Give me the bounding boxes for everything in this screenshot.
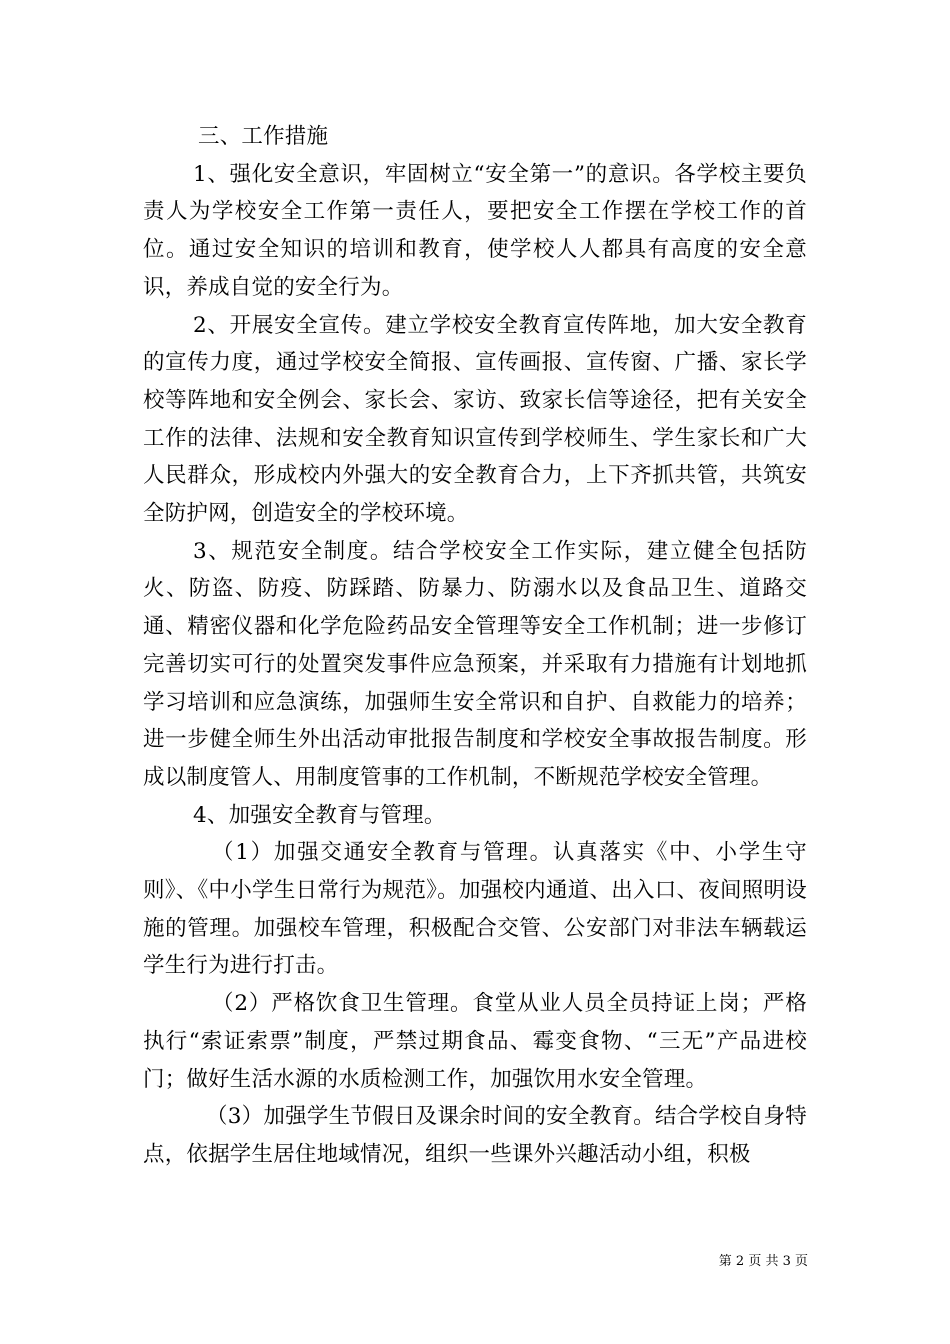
paragraph-measure-2: 2、开展安全宣传。建立学校安全教育宣传阵地，加大安全教育的宣传力度，通过学校安全简报、宣传画报、宣传窗、广播、家长学校等阵地和安全例会、家长会、家访、致家长信等途径，把有关安全工作的法律、法规和安全教育知识宣传到学校师生、学生家长和广大人民群众，形成校内外强大的安全教育合力，上下齐抓共管，共筑安全防护网，创造安全的学校环境。	[143, 312, 807, 527]
paragraph-sub-2: （2）严格饮食卫生管理。食堂从业人员全员持证上岗；严格执行“索证索票”制度，严禁过期食品、霉变食物、“三无”产品进校门；做好生活水源的水质检测工作，加强饮用水安全管理。	[143, 991, 807, 1092]
section-heading: 三、工作措施	[198, 124, 329, 149]
paragraph-sub-1: （1）加强交通安全教育与管理。认真落实《中、小学生守则》、《中小学生日常行为规范》。加强校内通道、出入口、夜间照明设施的管理。加强校车管理，积极配合交管、公安部门对非法车辆载运学生行为进行打击。	[143, 840, 807, 979]
document-body	[143, 118, 807, 1174]
page-number-footer: 第 2 页 共 3 页	[718, 1254, 808, 1269]
paragraph-measure-1: 1、强化安全意识，牢固树立“安全第一”的意识。各学校主要负责人为学校安全工作第一责任人，要把安全工作摆在学校工作的首位。通过安全知识的培训和教育，使学校人人都具有高度的安全意识，养成自觉的安全行为。	[143, 161, 807, 300]
paragraph-sub-3: （3）加强学生节假日及课余时间的安全教育。结合学校自身特点，依据学生居住地域情况，组织一些课外兴趣活动小组，积极	[143, 1104, 807, 1167]
paragraph-measure-4: 4、加强安全教育与管理。	[193, 802, 446, 828]
paragraph-measure-3: 3、规范安全制度。结合学校安全工作实际，建立健全包括防火、防盗、防疫、防踩踏、防暴力、防溺水以及食品卫生、道路交通、精密仪器和化学危险药品安全管理等安全工作机制；进一步修订完善切实可行的处置突发事件应急预案，并采取有力措施有计划地抓学习培训和应急演练，加强师生安全常识和自护、自救能力的培养；进一步健全师生外出活动审批报告制度和学校安全事故报告制度。形成以制度管人、用制度管事的工作机制，不断规范学校安全管理。	[143, 538, 807, 790]
